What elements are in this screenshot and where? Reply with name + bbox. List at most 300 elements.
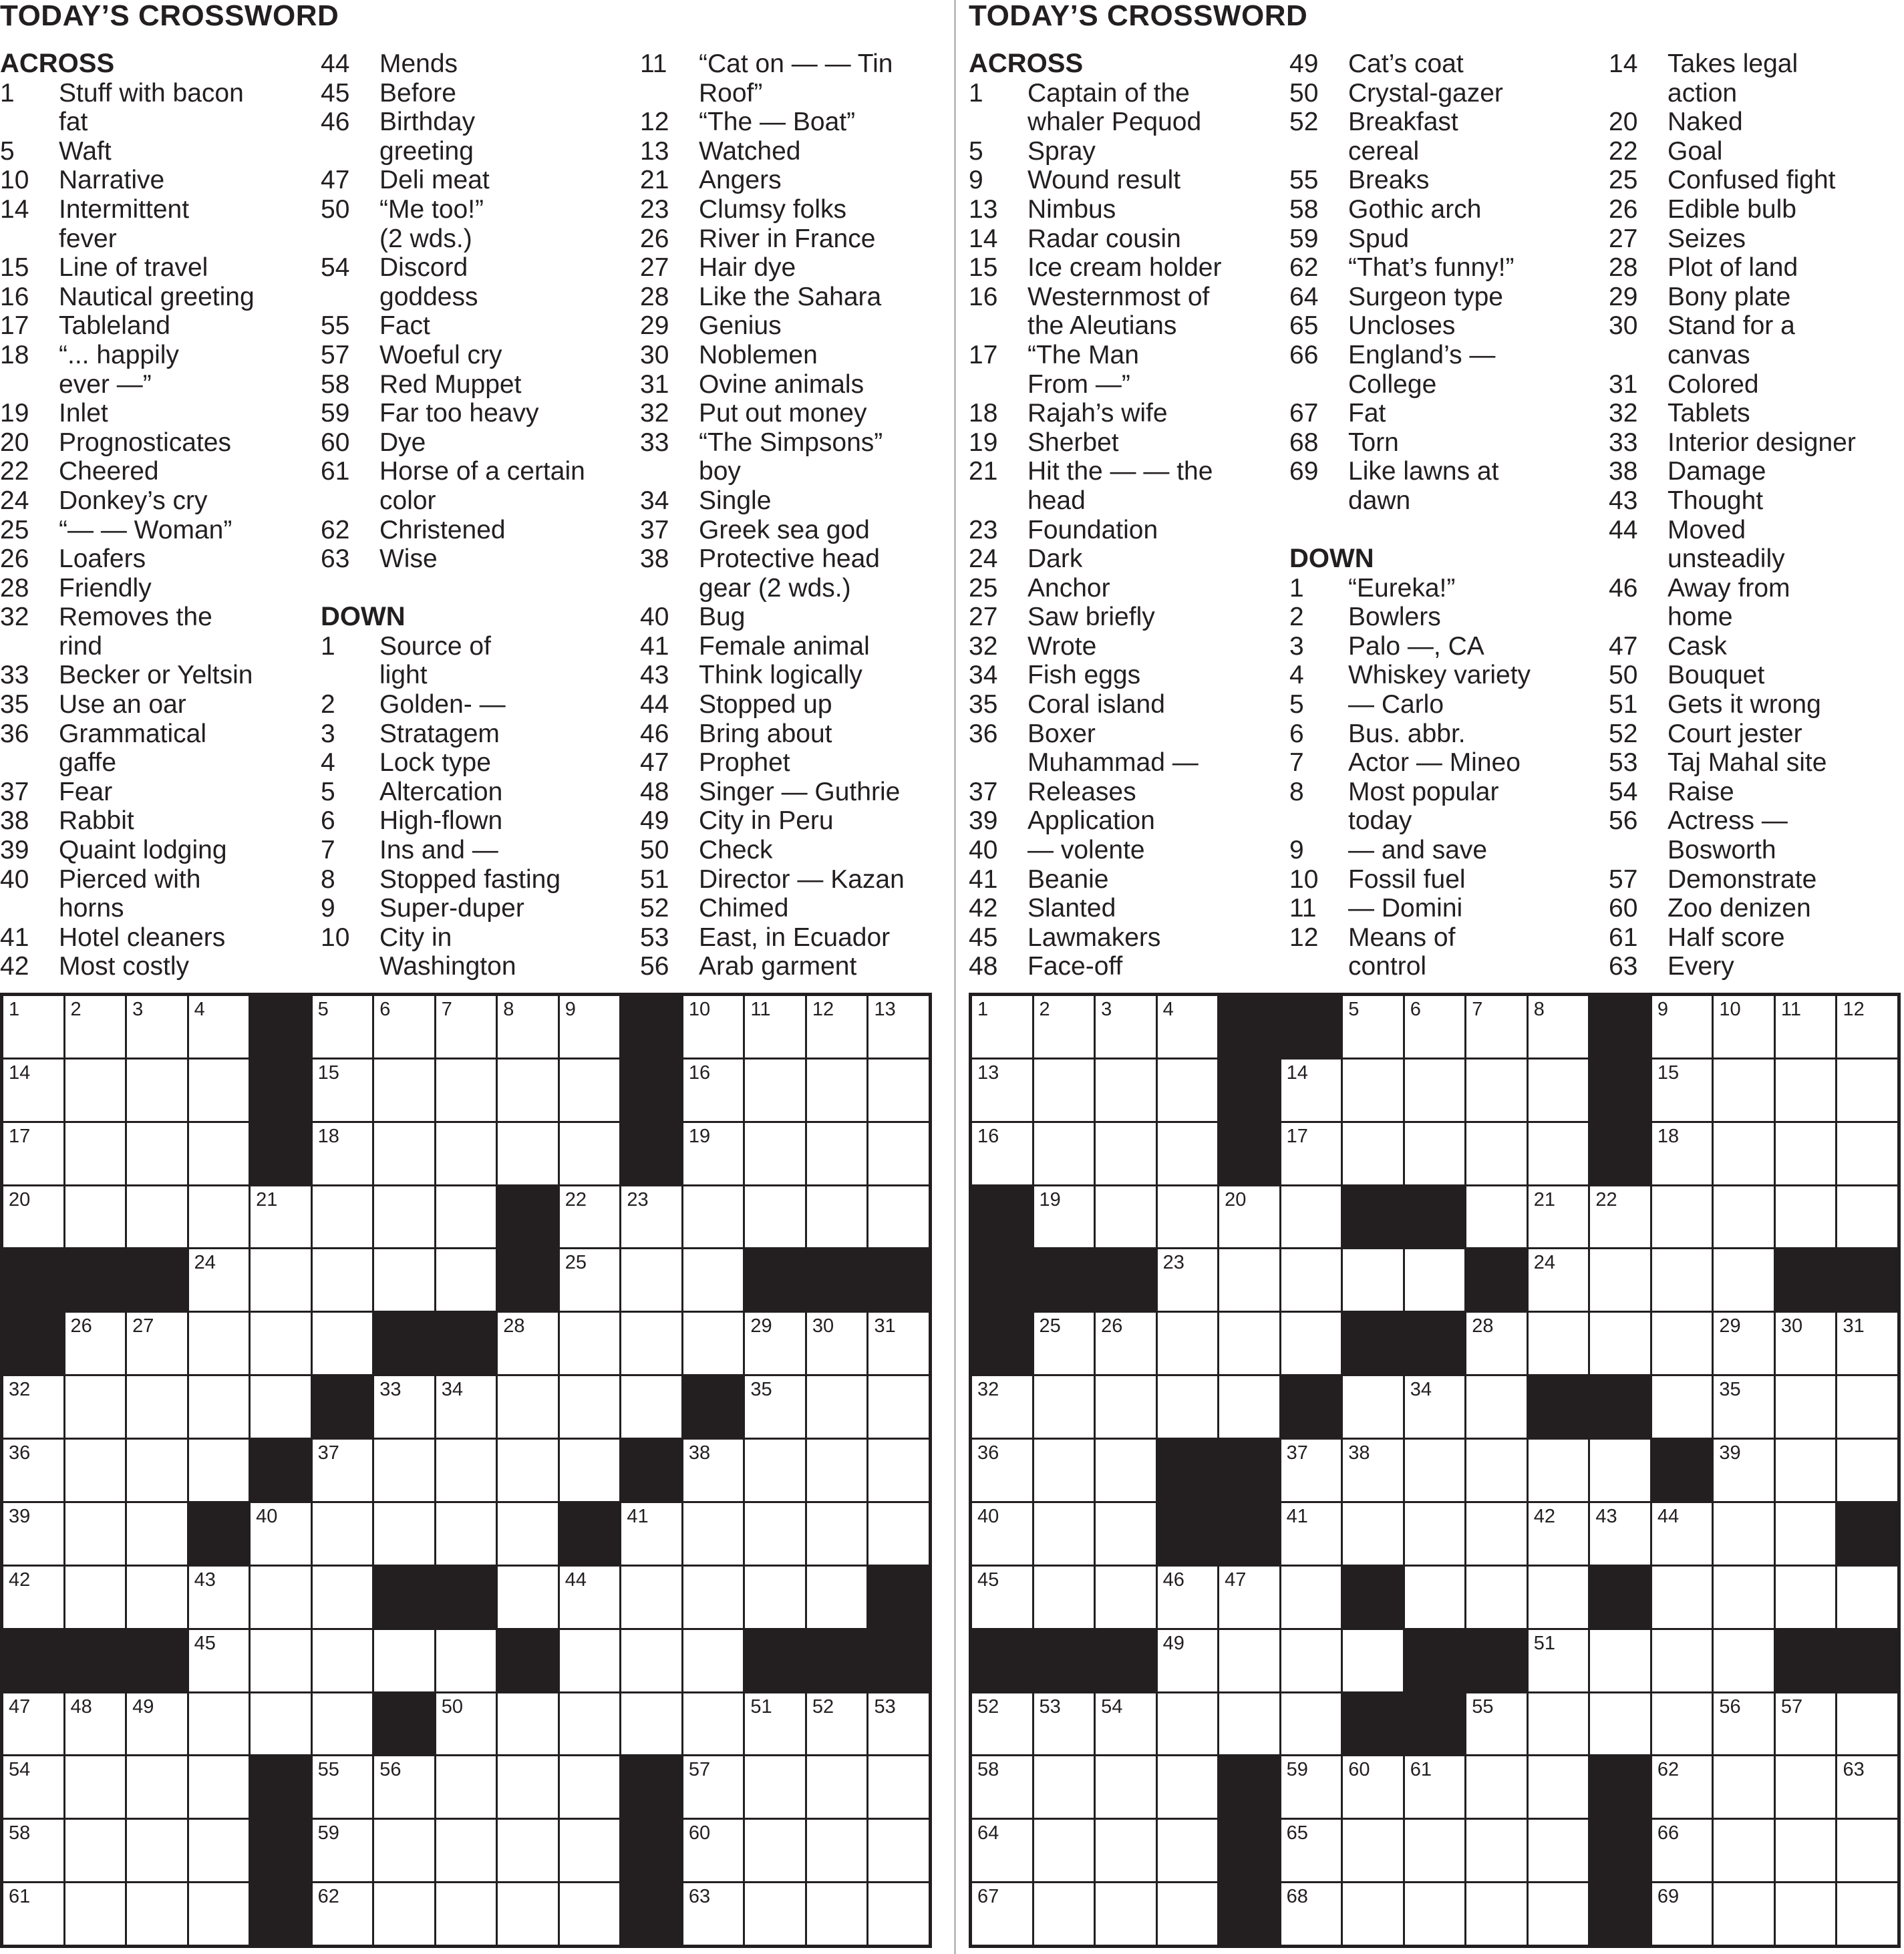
grid-cell[interactable] (127, 1123, 187, 1184)
grid-cell[interactable] (1652, 1503, 1712, 1565)
grid-cell[interactable] (868, 1883, 929, 1945)
grid-cell[interactable] (436, 1756, 496, 1818)
grid-cell[interactable] (65, 1503, 126, 1565)
grid-cell[interactable] (436, 1060, 496, 1121)
grid-cell[interactable] (1776, 1883, 1836, 1945)
grid-cell[interactable] (436, 1249, 496, 1311)
grid-cell[interactable] (1034, 1693, 1094, 1755)
grid-cell[interactable] (745, 1883, 805, 1945)
grid-cell[interactable] (560, 1820, 620, 1881)
grid-cell[interactable] (560, 1249, 620, 1311)
grid-cell[interactable] (1652, 1313, 1712, 1374)
grid-cell[interactable] (1096, 1186, 1156, 1248)
grid-cell[interactable] (1776, 1313, 1836, 1374)
grid-cell[interactable] (1776, 1440, 1836, 1501)
grid-cell[interactable] (807, 1693, 867, 1755)
grid-cell[interactable] (807, 1567, 867, 1628)
grid-cell[interactable] (251, 1503, 311, 1565)
grid-cell[interactable] (683, 1693, 744, 1755)
grid-cell[interactable] (1096, 1313, 1156, 1374)
grid-cell[interactable] (1652, 1249, 1712, 1311)
grid-cell[interactable] (1343, 1503, 1403, 1565)
grid-cell[interactable] (1405, 1123, 1465, 1184)
grid-cell[interactable] (1466, 1503, 1527, 1565)
grid-cell[interactable] (683, 1060, 744, 1121)
grid-cell[interactable] (1837, 1440, 1897, 1501)
grid-cell[interactable] (313, 1630, 373, 1691)
grid-cell[interactable] (560, 1313, 620, 1374)
grid-cell[interactable] (1281, 1123, 1341, 1184)
grid-cell[interactable] (1466, 1756, 1527, 1818)
grid-cell[interactable] (1405, 996, 1465, 1057)
grid-cell[interactable] (1652, 1123, 1712, 1184)
grid-cell[interactable] (807, 1313, 867, 1374)
grid-cell[interactable] (683, 1820, 744, 1881)
grid-cell[interactable] (683, 1630, 744, 1691)
grid-cell[interactable] (1776, 1756, 1836, 1818)
grid-cell[interactable] (313, 1313, 373, 1374)
grid-cell[interactable] (498, 1313, 558, 1374)
grid-cell[interactable] (683, 1883, 744, 1945)
grid-cell[interactable] (1158, 1567, 1218, 1628)
grid-cell[interactable] (1219, 1630, 1279, 1691)
grid-cell[interactable] (1837, 1693, 1897, 1755)
grid-cell[interactable] (1529, 1060, 1589, 1121)
grid-cell[interactable] (127, 1440, 187, 1501)
grid-cell[interactable] (374, 1249, 434, 1311)
grid-cell[interactable] (313, 1567, 373, 1628)
grid-cell[interactable] (1219, 1249, 1279, 1311)
grid-cell[interactable] (498, 1693, 558, 1755)
grid-cell[interactable] (1466, 1376, 1527, 1438)
grid-cell[interactable] (807, 1440, 867, 1501)
grid-cell[interactable] (498, 996, 558, 1057)
grid-cell[interactable] (1034, 1567, 1094, 1628)
grid-cell[interactable] (3, 1567, 63, 1628)
grid-cell[interactable] (868, 1693, 929, 1755)
grid-cell[interactable] (1405, 1249, 1465, 1311)
grid-cell[interactable] (1281, 1440, 1341, 1501)
grid-cell[interactable] (1714, 1313, 1774, 1374)
grid-cell[interactable] (1158, 1820, 1218, 1881)
grid-cell[interactable] (621, 1693, 681, 1755)
grid-cell[interactable] (1652, 1693, 1712, 1755)
grid-cell[interactable] (65, 1123, 126, 1184)
grid-cell[interactable] (374, 1756, 434, 1818)
grid-cell[interactable] (251, 1693, 311, 1755)
grid-cell[interactable] (1714, 1186, 1774, 1248)
grid-cell[interactable] (972, 1060, 1032, 1121)
grid-cell[interactable] (1590, 1186, 1650, 1248)
grid-cell[interactable] (807, 1883, 867, 1945)
grid-cell[interactable] (560, 996, 620, 1057)
grid-cell[interactable] (745, 1060, 805, 1121)
grid-cell[interactable] (65, 1820, 126, 1881)
grid-cell[interactable] (65, 1883, 126, 1945)
grid-cell[interactable] (1837, 1060, 1897, 1121)
grid-cell[interactable] (1776, 1503, 1836, 1565)
grid-cell[interactable] (1590, 1440, 1650, 1501)
grid-cell[interactable] (3, 1440, 63, 1501)
grid-cell[interactable] (1034, 1186, 1094, 1248)
grid-cell[interactable] (972, 1440, 1032, 1501)
grid-cell[interactable] (1405, 1503, 1465, 1565)
grid-cell[interactable] (313, 1249, 373, 1311)
grid-cell[interactable] (621, 1630, 681, 1691)
grid-cell[interactable] (1158, 1376, 1218, 1438)
grid-cell[interactable] (1837, 1313, 1897, 1374)
grid-cell[interactable] (745, 1693, 805, 1755)
grid-cell[interactable] (1837, 996, 1897, 1057)
grid-cell[interactable] (1837, 1756, 1897, 1818)
grid-cell[interactable] (1096, 1883, 1156, 1945)
grid-cell[interactable] (1096, 1820, 1156, 1881)
grid-cell[interactable] (1714, 1440, 1774, 1501)
grid-cell[interactable] (1096, 1123, 1156, 1184)
grid-cell[interactable] (560, 1440, 620, 1501)
grid-cell[interactable] (3, 1503, 63, 1565)
grid-cell[interactable] (1343, 1060, 1403, 1121)
grid-cell[interactable] (436, 1123, 496, 1184)
grid-cell[interactable] (868, 1820, 929, 1881)
grid-cell[interactable] (1714, 1123, 1774, 1184)
grid-cell[interactable] (683, 1249, 744, 1311)
grid-cell[interactable] (560, 1693, 620, 1755)
grid-cell[interactable] (868, 1440, 929, 1501)
grid-cell[interactable] (251, 1567, 311, 1628)
grid-cell[interactable] (1096, 1693, 1156, 1755)
grid-cell[interactable] (560, 1756, 620, 1818)
grid-cell[interactable] (1776, 1060, 1836, 1121)
grid-cell[interactable] (1714, 1249, 1774, 1311)
grid-cell[interactable] (868, 1060, 929, 1121)
grid-cell[interactable] (1343, 1440, 1403, 1501)
grid-cell[interactable] (1219, 1567, 1279, 1628)
grid-cell[interactable] (1652, 1630, 1712, 1691)
grid-cell[interactable] (127, 1693, 187, 1755)
grid-cell[interactable] (313, 1693, 373, 1755)
grid-cell[interactable] (127, 1503, 187, 1565)
grid-cell[interactable] (1466, 1693, 1527, 1755)
grid-cell[interactable] (1529, 1820, 1589, 1881)
grid-cell[interactable] (1281, 1503, 1341, 1565)
grid-cell[interactable] (1714, 1693, 1774, 1755)
grid-cell[interactable] (1281, 1693, 1341, 1755)
grid-cell[interactable] (498, 1123, 558, 1184)
grid-cell[interactable] (1096, 1756, 1156, 1818)
grid-cell[interactable] (1281, 1820, 1341, 1881)
grid-cell[interactable] (683, 996, 744, 1057)
grid-cell[interactable] (189, 1376, 249, 1438)
grid-cell[interactable] (436, 1376, 496, 1438)
grid-cell[interactable] (1158, 1186, 1218, 1248)
grid-cell[interactable] (621, 1376, 681, 1438)
grid-cell[interactable] (745, 1567, 805, 1628)
grid-cell[interactable] (1529, 1123, 1589, 1184)
grid-cell[interactable] (65, 1376, 126, 1438)
grid-cell[interactable] (313, 996, 373, 1057)
grid-cell[interactable] (313, 1060, 373, 1121)
grid-cell[interactable] (374, 1883, 434, 1945)
grid-cell[interactable] (807, 996, 867, 1057)
grid-cell[interactable] (745, 1313, 805, 1374)
grid-cell[interactable] (1652, 1376, 1712, 1438)
grid-cell[interactable] (1590, 1503, 1650, 1565)
grid-cell[interactable] (313, 1440, 373, 1501)
grid-cell[interactable] (972, 1123, 1032, 1184)
grid-cell[interactable] (189, 1693, 249, 1755)
grid-cell[interactable] (498, 1440, 558, 1501)
grid-cell[interactable] (498, 1883, 558, 1945)
grid-cell[interactable] (1158, 1630, 1218, 1691)
grid-cell[interactable] (972, 1503, 1032, 1565)
grid-cell[interactable] (1281, 1249, 1341, 1311)
grid-cell[interactable] (127, 996, 187, 1057)
grid-cell[interactable] (498, 1503, 558, 1565)
grid-cell[interactable] (1529, 1503, 1589, 1565)
grid-cell[interactable] (1466, 1186, 1527, 1248)
grid-cell[interactable] (1529, 1440, 1589, 1501)
grid-cell[interactable] (189, 996, 249, 1057)
grid-cell[interactable] (868, 1756, 929, 1818)
grid-cell[interactable] (127, 1376, 187, 1438)
grid-cell[interactable] (313, 1820, 373, 1881)
grid-cell[interactable] (745, 1123, 805, 1184)
grid-cell[interactable] (1837, 1186, 1897, 1248)
grid-cell[interactable] (1343, 1249, 1403, 1311)
grid-cell[interactable] (1343, 1883, 1403, 1945)
grid-cell[interactable] (436, 1503, 496, 1565)
grid-cell[interactable] (745, 1756, 805, 1818)
grid-cell[interactable] (1343, 1376, 1403, 1438)
grid-cell[interactable] (972, 996, 1032, 1057)
grid-cell[interactable] (683, 1313, 744, 1374)
grid-cell[interactable] (374, 1820, 434, 1881)
grid-cell[interactable] (127, 1567, 187, 1628)
grid-cell[interactable] (1158, 1756, 1218, 1818)
grid-cell[interactable] (745, 1186, 805, 1248)
grid-cell[interactable] (1405, 1440, 1465, 1501)
grid-cell[interactable] (127, 1313, 187, 1374)
grid-cell[interactable] (1281, 1060, 1341, 1121)
grid-cell[interactable] (436, 996, 496, 1057)
grid-cell[interactable] (1096, 1567, 1156, 1628)
grid-cell[interactable] (498, 1567, 558, 1628)
grid-cell[interactable] (436, 1693, 496, 1755)
grid-cell[interactable] (807, 1820, 867, 1881)
grid-cell[interactable] (1281, 1630, 1341, 1691)
grid-cell[interactable] (1714, 1376, 1774, 1438)
grid-cell[interactable] (1776, 1186, 1836, 1248)
grid-cell[interactable] (972, 1693, 1032, 1755)
grid-cell[interactable] (868, 1503, 929, 1565)
grid-cell[interactable] (1343, 1123, 1403, 1184)
grid-cell[interactable] (745, 1376, 805, 1438)
grid-cell[interactable] (1405, 1756, 1465, 1818)
grid-cell[interactable] (1714, 1060, 1774, 1121)
grid-cell[interactable] (374, 1123, 434, 1184)
grid-cell[interactable] (189, 1883, 249, 1945)
grid-cell[interactable] (3, 1060, 63, 1121)
grid-cell[interactable] (313, 1756, 373, 1818)
grid-cell[interactable] (1281, 1756, 1341, 1818)
grid-cell[interactable] (621, 1313, 681, 1374)
grid-cell[interactable] (807, 1376, 867, 1438)
grid-cell[interactable] (621, 1249, 681, 1311)
grid-cell[interactable] (1776, 1376, 1836, 1438)
grid-cell[interactable] (560, 1630, 620, 1691)
grid-cell[interactable] (1096, 1060, 1156, 1121)
grid-cell[interactable] (621, 1567, 681, 1628)
grid-cell[interactable] (745, 1503, 805, 1565)
grid-cell[interactable] (65, 1756, 126, 1818)
grid-cell[interactable] (65, 1693, 126, 1755)
grid-cell[interactable] (560, 1567, 620, 1628)
grid-cell[interactable] (1405, 1820, 1465, 1881)
grid-cell[interactable] (1714, 1503, 1774, 1565)
grid-cell[interactable] (972, 1567, 1032, 1628)
grid-cell[interactable] (3, 1123, 63, 1184)
grid-cell[interactable] (1466, 1883, 1527, 1945)
grid-cell[interactable] (868, 1313, 929, 1374)
grid-cell[interactable] (189, 1060, 249, 1121)
grid-cell[interactable] (560, 1883, 620, 1945)
grid-cell[interactable] (1096, 996, 1156, 1057)
grid-cell[interactable] (1034, 1883, 1094, 1945)
grid-cell[interactable] (1652, 996, 1712, 1057)
grid-cell[interactable] (1405, 1567, 1465, 1628)
grid-cell[interactable] (436, 1186, 496, 1248)
grid-cell[interactable] (1776, 1567, 1836, 1628)
grid-cell[interactable] (1466, 1123, 1527, 1184)
grid-cell[interactable] (1158, 1313, 1218, 1374)
grid-cell[interactable] (1466, 1313, 1527, 1374)
grid-cell[interactable] (560, 1186, 620, 1248)
grid-cell[interactable] (1034, 1313, 1094, 1374)
grid-cell[interactable] (374, 996, 434, 1057)
grid-cell[interactable] (1281, 1186, 1341, 1248)
grid-cell[interactable] (127, 1820, 187, 1881)
grid-cell[interactable] (1776, 1123, 1836, 1184)
grid-cell[interactable] (189, 1630, 249, 1691)
grid-cell[interactable] (560, 1060, 620, 1121)
grid-cell[interactable] (745, 996, 805, 1057)
grid-cell[interactable] (1837, 1376, 1897, 1438)
grid-cell[interactable] (1837, 1567, 1897, 1628)
grid-cell[interactable] (972, 1376, 1032, 1438)
grid-cell[interactable] (1590, 1313, 1650, 1374)
grid-cell[interactable] (374, 1186, 434, 1248)
grid-cell[interactable] (251, 1630, 311, 1691)
grid-cell[interactable] (1714, 996, 1774, 1057)
grid-cell[interactable] (1837, 1123, 1897, 1184)
grid-cell[interactable] (1034, 1440, 1094, 1501)
grid-cell[interactable] (3, 1186, 63, 1248)
grid-cell[interactable] (972, 1820, 1032, 1881)
grid-cell[interactable] (127, 1883, 187, 1945)
grid-cell[interactable] (3, 1756, 63, 1818)
grid-cell[interactable] (3, 1376, 63, 1438)
grid-cell[interactable] (498, 1376, 558, 1438)
grid-cell[interactable] (3, 1883, 63, 1945)
grid-cell[interactable] (683, 1756, 744, 1818)
grid-cell[interactable] (3, 1693, 63, 1755)
grid-cell[interactable] (1096, 1503, 1156, 1565)
grid-cell[interactable] (127, 1060, 187, 1121)
grid-cell[interactable] (251, 1376, 311, 1438)
grid-cell[interactable] (1034, 1123, 1094, 1184)
grid-cell[interactable] (189, 1756, 249, 1818)
grid-cell[interactable] (1343, 996, 1403, 1057)
grid-cell[interactable] (683, 1123, 744, 1184)
grid-cell[interactable] (745, 1440, 805, 1501)
grid-cell[interactable] (65, 1440, 126, 1501)
grid-cell[interactable] (1158, 1249, 1218, 1311)
grid-cell[interactable] (1776, 996, 1836, 1057)
grid-cell[interactable] (127, 1756, 187, 1818)
grid-cell[interactable] (436, 1820, 496, 1881)
grid-cell[interactable] (374, 1630, 434, 1691)
grid-cell[interactable] (127, 1186, 187, 1248)
grid-cell[interactable] (313, 1186, 373, 1248)
grid-cell[interactable] (1776, 1820, 1836, 1881)
grid-cell[interactable] (436, 1630, 496, 1691)
grid-cell[interactable] (1529, 996, 1589, 1057)
grid-cell[interactable] (189, 1186, 249, 1248)
grid-cell[interactable] (1343, 1630, 1403, 1691)
grid-cell[interactable] (189, 1440, 249, 1501)
grid-cell[interactable] (868, 1186, 929, 1248)
grid-cell[interactable] (972, 1756, 1032, 1818)
grid-cell[interactable] (1714, 1756, 1774, 1818)
grid-cell[interactable] (1590, 1249, 1650, 1311)
grid-cell[interactable] (1219, 1186, 1279, 1248)
grid-cell[interactable] (189, 1567, 249, 1628)
grid-cell[interactable] (1837, 1820, 1897, 1881)
grid-cell[interactable] (189, 1313, 249, 1374)
grid-cell[interactable] (374, 1060, 434, 1121)
grid-cell[interactable] (683, 1567, 744, 1628)
grid-cell[interactable] (1281, 1313, 1341, 1374)
grid-cell[interactable] (868, 996, 929, 1057)
grid-cell[interactable] (745, 1820, 805, 1881)
grid-cell[interactable] (436, 1440, 496, 1501)
grid-cell[interactable] (3, 1820, 63, 1881)
grid-cell[interactable] (1096, 1376, 1156, 1438)
grid-cell[interactable] (1281, 1567, 1341, 1628)
grid-cell[interactable] (1529, 1883, 1589, 1945)
grid-cell[interactable] (807, 1060, 867, 1121)
grid-cell[interactable] (1343, 1756, 1403, 1818)
grid-cell[interactable] (1466, 1060, 1527, 1121)
grid-cell[interactable] (621, 1186, 681, 1248)
grid-cell[interactable] (807, 1503, 867, 1565)
grid-cell[interactable] (498, 1060, 558, 1121)
grid-cell[interactable] (1652, 1820, 1712, 1881)
grid-cell[interactable] (621, 1503, 681, 1565)
grid-cell[interactable] (65, 1060, 126, 1121)
grid-cell[interactable] (683, 1440, 744, 1501)
grid-cell[interactable] (1034, 1820, 1094, 1881)
grid-cell[interactable] (498, 1756, 558, 1818)
grid-cell[interactable] (498, 1820, 558, 1881)
grid-cell[interactable] (1466, 1567, 1527, 1628)
grid-cell[interactable] (1652, 1186, 1712, 1248)
grid-cell[interactable] (1466, 1440, 1527, 1501)
grid-cell[interactable] (1529, 1313, 1589, 1374)
grid-cell[interactable] (868, 1123, 929, 1184)
grid-cell[interactable] (807, 1123, 867, 1184)
